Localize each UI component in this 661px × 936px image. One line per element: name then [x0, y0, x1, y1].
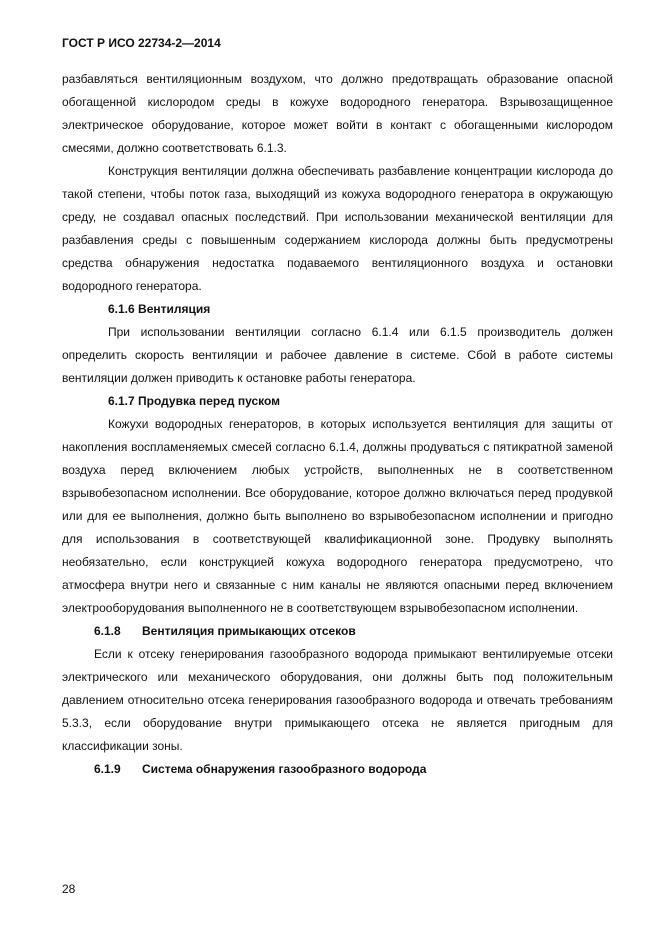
document-header: ГОСТ Р ИСО 22734-2—2014	[62, 36, 221, 50]
heading-6-1-8	[62, 620, 613, 643]
heading-6-1-9	[62, 758, 613, 781]
heading-6-1-7: 6.1.7 Продувка перед пуском	[108, 394, 281, 408]
paragraph-continuation: разбавляться вентиляционным воздухом, что должно предотвращать образование опасной обогащенной кислородом среды в кожухе водородного генератора. Взрывозащищенное электрическое оборудование, которое может войти в контакт с обогащенными кислородом смесями, должно соответствовать 6.1.3.	[62, 72, 613, 155]
document-page	[62, 36, 613, 781]
heading-6-1-8-title: Вентиляция примыкающих отсеков	[142, 624, 356, 638]
paragraph-6-1-8: Если к отсеку генерирования газообразного водорода примыкают вентилируемые отсеки электрического или механического оборудования, они должны быть под положительным давлением относительно отсека генерирования газообразного водорода и отвечать требованиям 5.3.3, если оборудование внутри примыкающего отсека не является пригодным для классификации зоны.	[62, 647, 613, 753]
heading-6-1-8-number: 6.1.8	[94, 624, 121, 638]
paragraph-6-1-7: Кожухи водородных генераторов, в которых используется вентиляция для защиты от накопления воспламеняемых смесей согласно 6.1.4, должны продуваться с пятикратной заменой воздуха перед включением любых устройств, выполненных не в соответственном взрывобезопасном исполнении. Все оборудование, которое должно включаться перед продувкой или для ее выполнения, должно быть выполнено во взрывобезопасном исполнении и пригодно для использования в соответствующей квалификационной зоне. Продувку выполнять необязательно, если конструкцией кожуха водородного генератора предусмотрено, что атмосфера внутри него и связанные с ним каналы не являются опасными перед включением электрооборудования выполненного не в соответствующем взрывобезопасном исполнении.	[62, 417, 613, 615]
paragraph-ventilation-design: Конструкция вентиляции должна обеспечивать разбавление концентрации кислорода до такой степени, чтобы поток газа, выходящий из кожуха водородного генератора в окружающую среду, не создавал опасных последствий. При использовании механической вентиляции для разбавления среды с повышенным содержанием кислорода должны быть предусмотрены средства обнаружения недостатка подаваемого вентиляционного воздуха и остановки водородного генератора.	[62, 164, 613, 293]
paragraph-6-1-6: При использовании вентиляции согласно 6.1.4 или 6.1.5 производитель должен определить скорость вентиляции и рабочее давление в системе. Сбой в работе системы вентиляции должен приводить к остановке работы генератора.	[62, 325, 613, 385]
heading-6-1-6: 6.1.6 Вентиляция	[108, 302, 211, 316]
heading-6-1-9-title: Система обнаружения газообразного водорода	[142, 762, 427, 776]
page-number: 28	[62, 882, 76, 896]
heading-6-1-9-number: 6.1.9	[94, 762, 121, 776]
